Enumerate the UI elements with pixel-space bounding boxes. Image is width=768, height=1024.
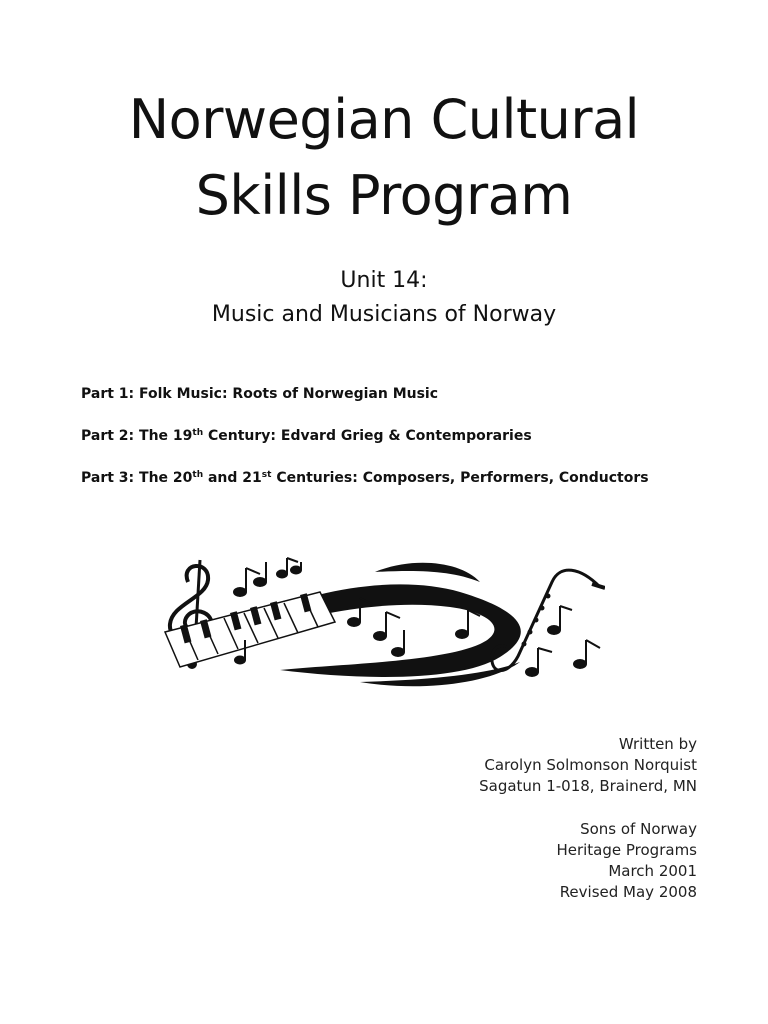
part-3: Part 3: The 20th and 21st Centuries: Composers, Performers, Conductors — [81, 470, 649, 486]
music-notes-keyboard-saxophone-icon — [160, 552, 605, 692]
publish-date: March 2001 — [608, 862, 697, 880]
organization: Sons of Norway — [580, 820, 697, 838]
document-title — [0, 82, 768, 234]
credits-block — [479, 734, 697, 903]
unit-number: Unit 14: — [340, 268, 428, 293]
unit-subtitle: Music and Musicians of Norway — [211, 302, 557, 327]
unit-heading — [0, 264, 768, 332]
program-name: Heritage Programs — [556, 841, 697, 859]
author-lodge: Sagatun 1-018, Brainerd, MN — [479, 777, 697, 795]
revised-date: Revised May 2008 — [559, 883, 697, 901]
author-name: Carolyn Solmonson Norquist — [484, 756, 697, 774]
part-2: Part 2: The 19th Century: Edvard Grieg & Contemporaries — [81, 428, 532, 444]
title-line-2: Skills Program — [195, 164, 573, 227]
title-line-1: Norwegian Cultural — [128, 88, 640, 151]
parts-list — [81, 384, 649, 510]
credits-spacer — [479, 797, 697, 819]
part-1: Part 1: Folk Music: Roots of Norwegian Music — [81, 386, 439, 402]
written-by-label: Written by — [618, 735, 697, 753]
